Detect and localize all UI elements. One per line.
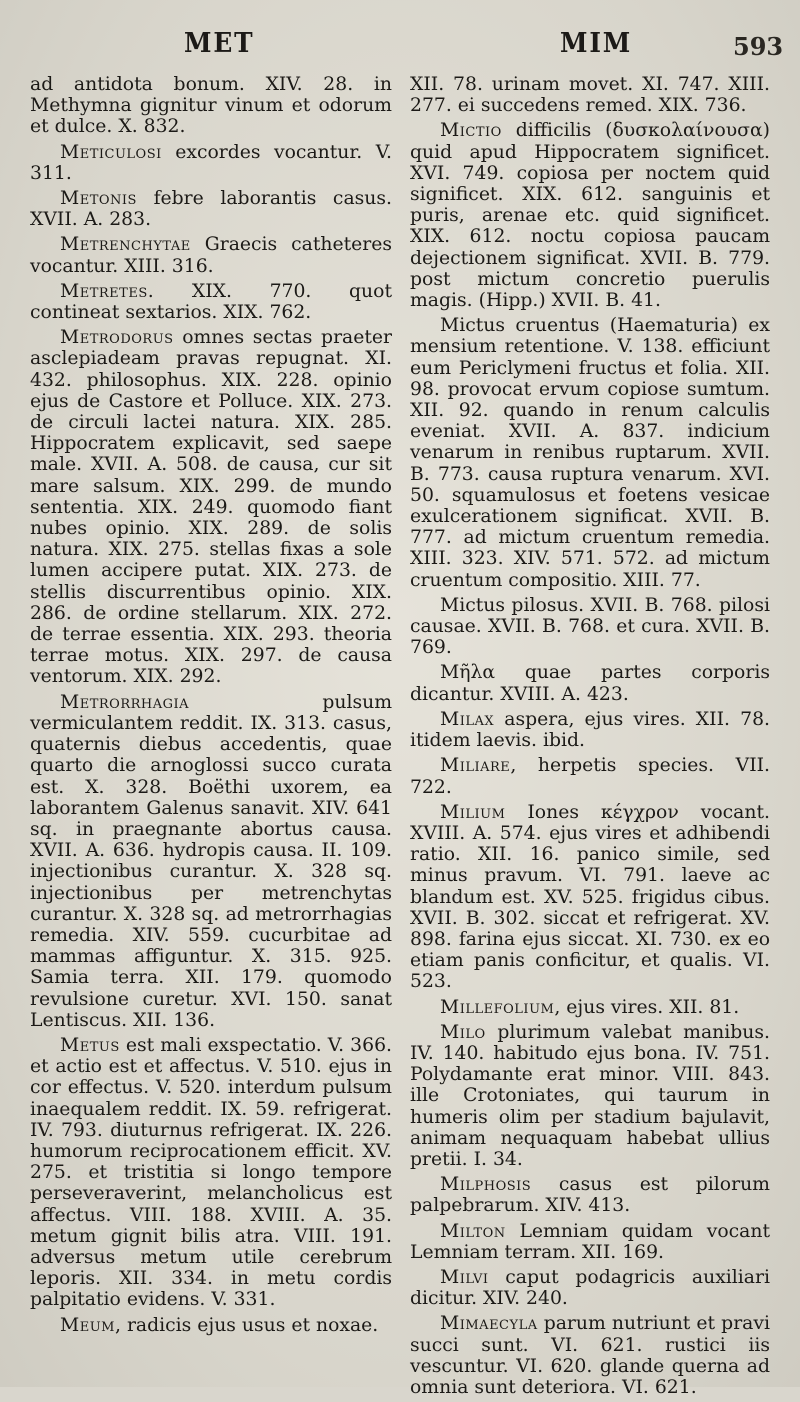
entry-text: caput podagricis auxiliari dicitur. XIV. 240.: [410, 1266, 770, 1310]
entry-text: Graecis catheteres vocantur. XIII. 316.: [30, 234, 392, 277]
index-entry: [410, 1022, 770, 1170]
entry-headword: Metrorrhagia: [60, 691, 190, 713]
index-entry: [30, 188, 392, 230]
index-entry: [30, 327, 392, 687]
entry-headword: Metrodorus: [60, 327, 174, 349]
left-column: [30, 74, 392, 1340]
index-entry: [30, 142, 392, 184]
entry-headword: Metretes.: [60, 280, 155, 302]
header-right-catchword: MIM: [560, 28, 633, 59]
entry-text: XII. 78. urinam movet. XI. 747. XIII. 277. ei succedens remed. XIX. 736.: [410, 74, 770, 117]
entry-text: excordes vocantur. V. 311.: [30, 141, 392, 184]
entry-text: Lemniam quidam vocant Lemniam terram. XII. 169.: [410, 1220, 770, 1263]
index-entry: [410, 120, 770, 311]
entry-text: plurimum valebat manibus. IV. 140. habitudo ejus bona. IV. 751. Polydamante erat minor. VIII. 843. ille Crotoniates, qui taurum in humeris olim per stadium bajulavit, animam nequaquam habebat ullius pretii. I. 34.: [410, 1021, 770, 1170]
page-number: 593: [733, 32, 784, 61]
index-entry: [410, 1221, 770, 1263]
entry-headword: Mictio: [440, 120, 502, 142]
entry-text: Mictus pilosus. XVII. B. 768. pilosi causae. XVII. B. 768. et cura. XVII. B. 769.: [410, 594, 770, 659]
index-entry: [410, 1313, 770, 1398]
entry-text: omnes sectas praeter asclepiadeam pravas repugnat. XI. 432. philosophus. XIX. 228. opinio ejus de Castore et Polluce. XIX. 273. de circuli lactei natura. XIX. 285. Hippocratem explicavit, sed saepe male. XVII. A. 508. de causa, cur sit mare salsum. XIX. 299. de mundo sententia. XIX. 249. quomodo fiant nubes opinio. XIX. 289. de solis natura. XIX. 275. stellas fixas a sole lumen accipere putat. XIX. 273. de stellis discurrentibus opinio. XIX. 286. de ordine stellarum. XIX. 272. de terrae essentia. XIX. 293. theoria terrae motus. XIX. 297. de causa ventorum. XIX. 292.: [30, 327, 392, 688]
index-entry: [30, 281, 392, 323]
index-entry: [410, 997, 770, 1018]
entry-headword: Millefolium: [440, 996, 555, 1018]
entry-headword: Milo: [440, 1021, 486, 1043]
entry-headword: Metrenchytae: [60, 234, 191, 256]
index-entry: [410, 595, 770, 659]
entry-headword: Milton: [440, 1220, 506, 1242]
entry-text: , herpetis species. VII. 722.: [410, 755, 770, 798]
entry-text: , ejus vires. XII. 81.: [554, 996, 740, 1018]
entry-headword: Metus: [60, 1034, 120, 1056]
entry-headword: Milax: [440, 708, 495, 730]
right-column: [410, 74, 770, 1402]
index-entry: [410, 74, 770, 116]
index-entry: [410, 662, 770, 704]
entry-text: parum nutriunt et pravi succi sunt. VI. 621. rustici iis vescuntur. VI. 620. glande querna ad omnia sunt deteriora. VI. 621.: [410, 1313, 770, 1398]
entry-text: febre laborantis casus. XVII. A. 283.: [30, 188, 392, 231]
index-entry: [30, 234, 392, 276]
entry-headword: Metonis: [60, 188, 137, 210]
entry-headword: Meticulosi: [60, 141, 162, 163]
entry-text: difficilis (δυσκολαίνουσα) quid apud Hippocratem significet. XVI. 749. copiosa per noctem quid significet. XIX. 612. sanguinis et puris, arenae etc. quid significet. XIX. 612. noctu copiosa paucam dejectionem significat. XVII. B. 779. post mictum concretio puerulis magis. (Hipp.) XVII. B. 41.: [410, 120, 770, 312]
entry-headword: Miliare: [440, 755, 511, 777]
index-entry: [30, 74, 392, 138]
entry-headword: Milium: [440, 801, 506, 823]
entry-text: pulsum vermiculantem reddit. IX. 313. casus, quaternis diebus accedentis, quae quarto die arnoglossi succo curata est. X. 328. Boëthi uxorem, ea laborantem Galenus sanavit. XIV. 641 sq. in praegnante abortus causa. XVII. A. 636. hydropis causa. II. 109. injectionibus curantur. X. 328 sq. injectionibus per metrenchytas curantur. X. 328 sq. ad metrorrhagias remedia. XIV. 559. cucurbitae ad mammas affiguntur. X. 315. 925. Samia terra. XII. 179. quomodo revulsione curetur. XVI. 150. sanat Lentiscus. XII. 136.: [30, 691, 392, 1031]
entry-headword: Mimaecyla: [440, 1313, 538, 1335]
entry-text: casus est pilorum palpebrarum. XIV. 413.: [410, 1174, 770, 1217]
running-header: [0, 22, 800, 66]
index-entry: [410, 315, 770, 591]
entry-text: est mali exspectatio. V. 366. et actio est et affectus. V. 510. ejus in cor effectus. V. 520. interdum pulsum inaequalem reddit. IX. 59. refrigerat. IV. 793. diuturnus refrigerat. IX. 226. humorum reciprocationem efficit. XV. 275. et tristitia si longo tempore perseveraverint, melancholicus est affectus. VIII. 188. XVIII. A. 35. metum gignit bilis atra. VIII. 191. adversus metum utile cerebrum leporis. XII. 334. in metu cordis palpitatio evidens. V. 331.: [30, 1034, 392, 1311]
entry-text: aspera, ejus vires. XII. 78. itidem laevis. ibid.: [410, 708, 770, 752]
index-entry: [410, 755, 770, 797]
entry-text: Iones κέγχρον vocant. XVIII. A. 574. ejus vires et adhibendi ratio. XII. 16. panico simile, sed minus pravum. VI. 791. laeve ac blandum est. XV. 525. frigidus cibus. XVII. B. 302. siccat et refrigerat. XV. 898. farina ejus siccat. XI. 730. ex eo etiam panis conficitur, et qualis. VI. 523.: [410, 801, 770, 993]
entry-text: ad antidota bonum. XIV. 28. in Methymna gignitur vinum et odorum et dulce. X. 832.: [30, 74, 392, 138]
entry-text: , radicis ejus usus et noxae.: [115, 1314, 379, 1336]
index-entry: [30, 692, 392, 1031]
entry-headword: Meum: [60, 1314, 115, 1336]
index-entry: [30, 1315, 392, 1336]
entry-text: Μῆλα quae partes corporis dicantur. XVIII. A. 423.: [410, 662, 770, 705]
entry-text: Mictus cruentus (Haematuria) ex mensium retentione. V. 138. efficiunt eum Periclymeni fructus et folia. XII. 98. provocat ervum copiose sumtum. XII. 92. quando in renum calculis eveniat. XVII. A. 837. indicium venarum in renibus ruptarum. XVII. B. 773. causa ruptura venarum. XVI. 50. squamulosus et foetens vesicae exulcerationem significat. XVII. B. 777. ad mictum cruentum remedia. XIII. 323. XIV. 571. 572. ad mictum cruentum compositio. XIII. 77.: [410, 315, 770, 591]
header-left-catchword: MET: [184, 28, 255, 59]
entry-headword: Milphosis: [440, 1174, 532, 1196]
index-entry: [410, 1267, 770, 1309]
index-entry: [30, 1035, 392, 1311]
index-entry: [410, 802, 770, 993]
index-entry: [410, 1174, 770, 1216]
index-entry: [410, 709, 770, 751]
entry-text: XIX. 770. quot contineat sextarios. XIX. 762.: [30, 280, 392, 324]
entry-headword: Milvi: [440, 1266, 489, 1288]
